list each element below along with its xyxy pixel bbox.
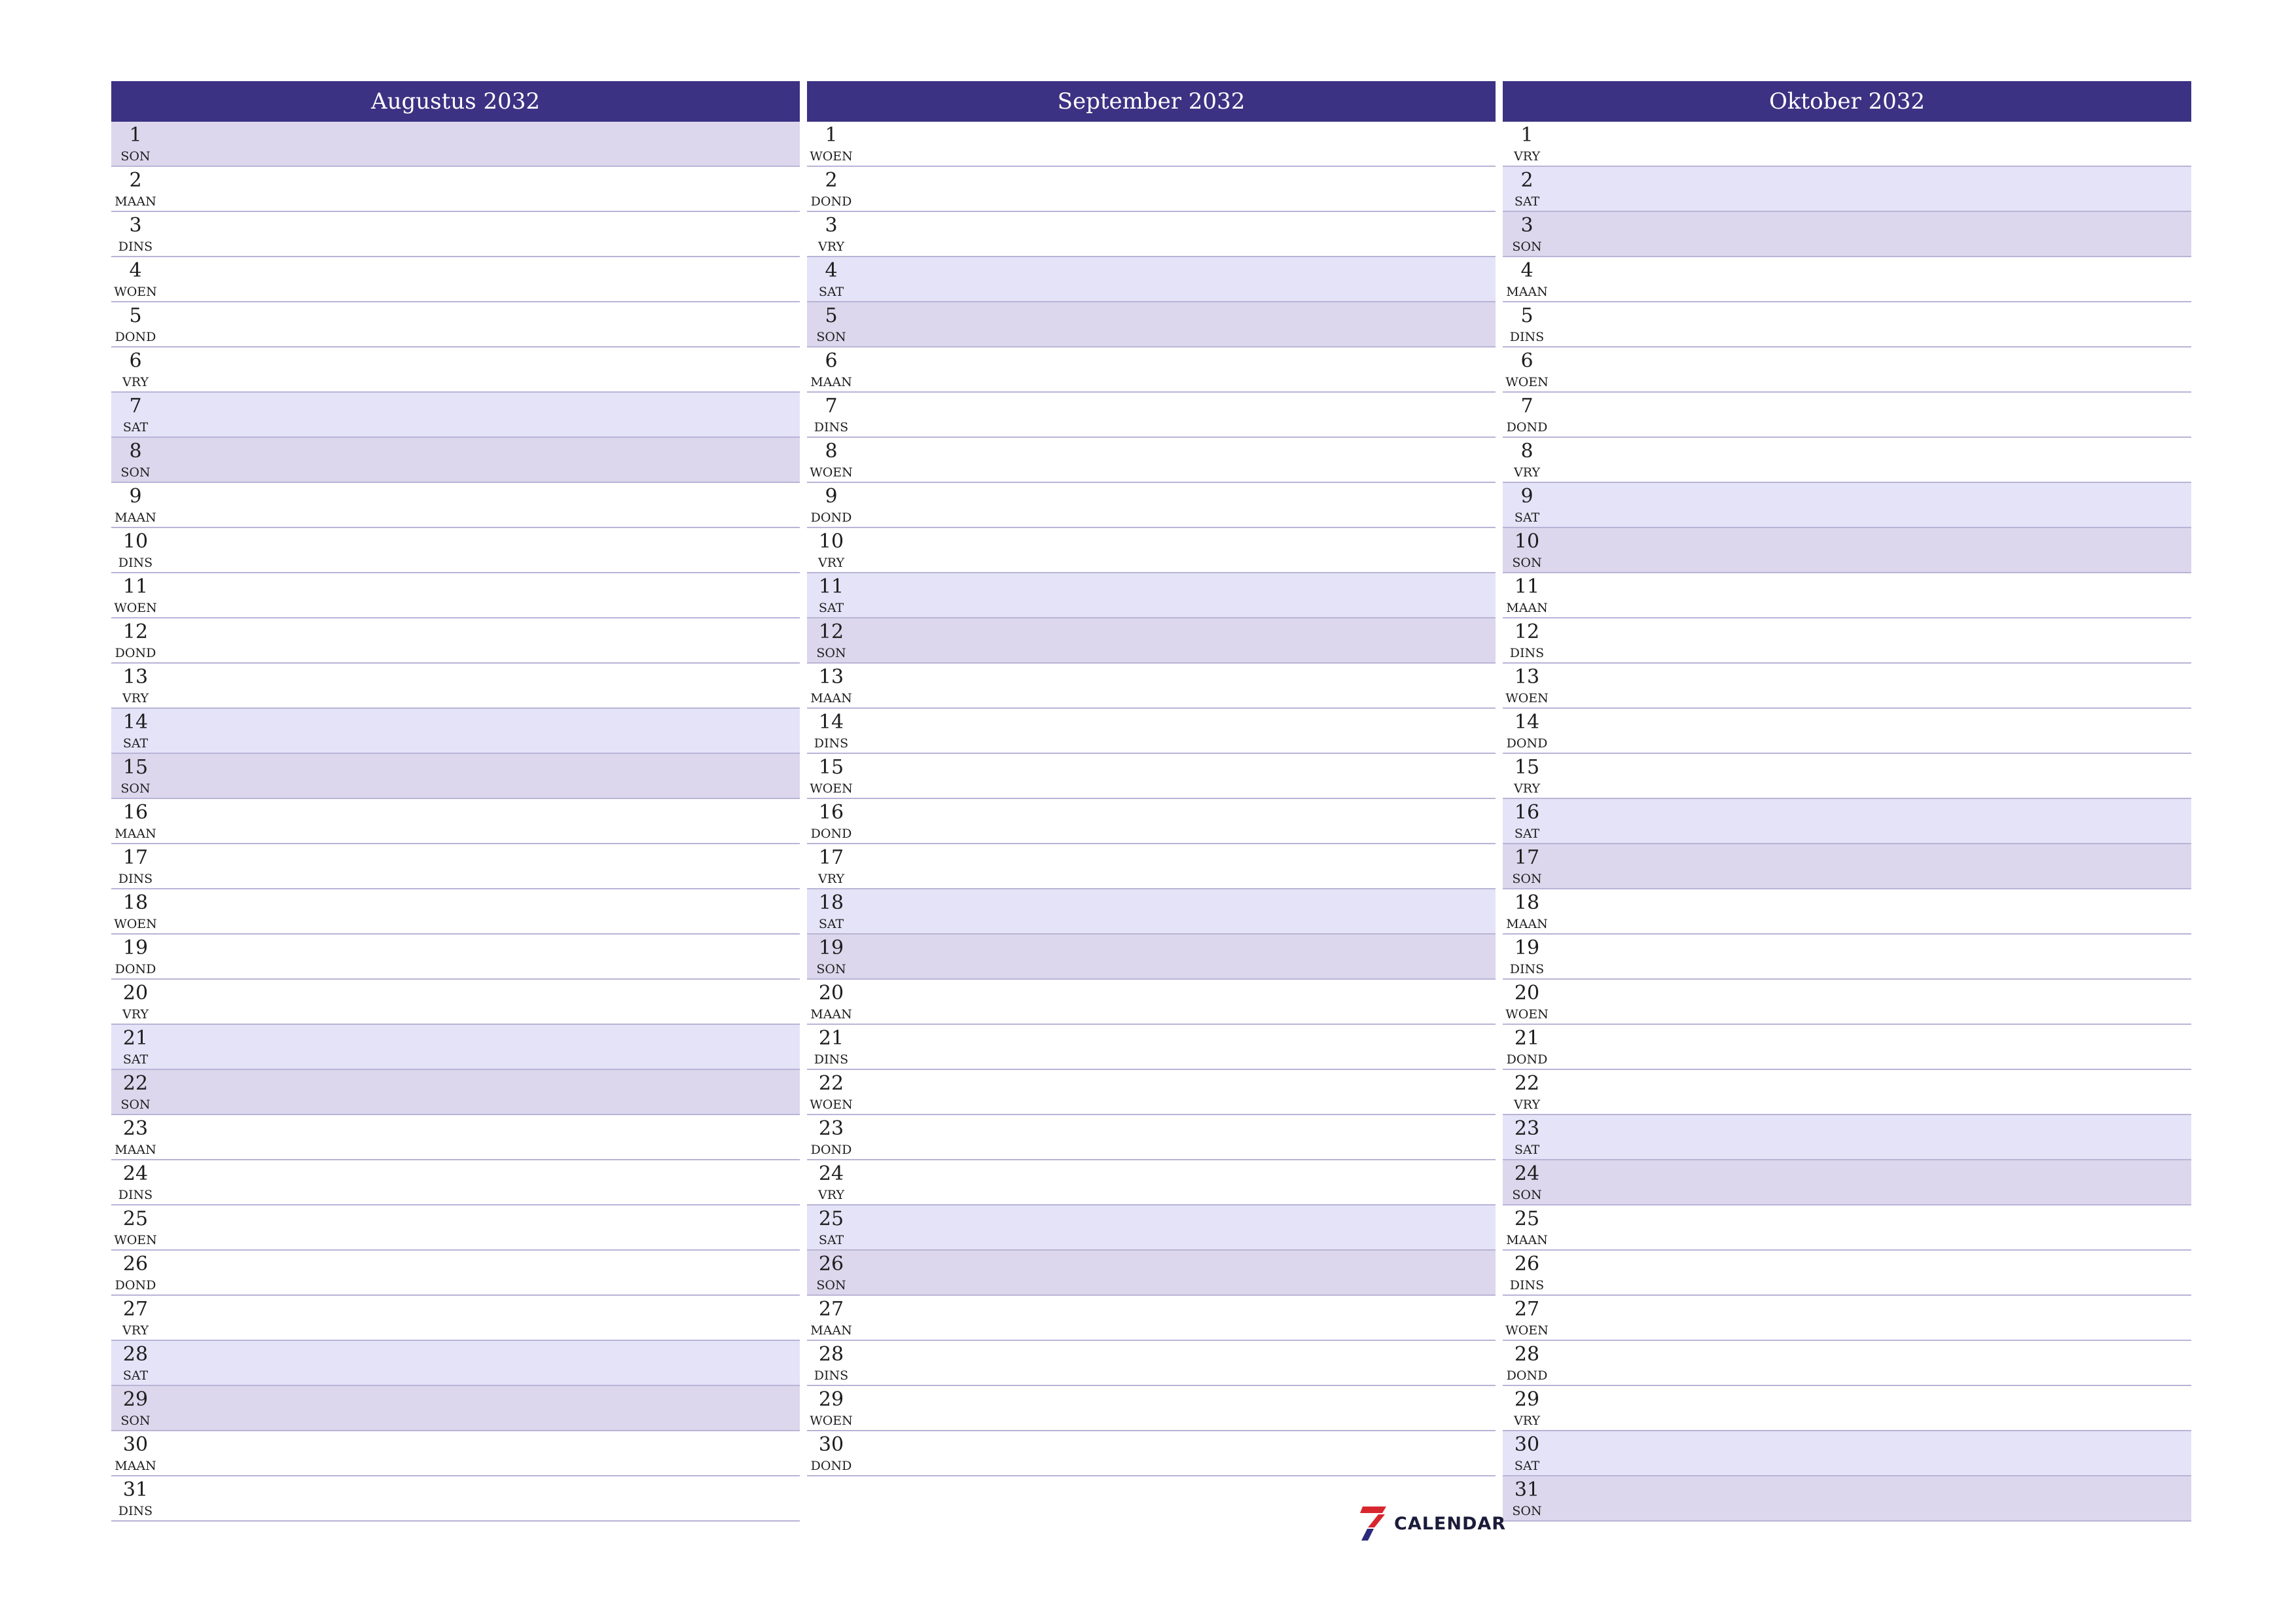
day-row	[111, 980, 800, 1025]
day-row	[111, 1431, 800, 1476]
weekday-label: SAT	[1514, 1143, 1540, 1157]
day-row	[1503, 1160, 2191, 1205]
7calendar-logo-icon	[1360, 1505, 1389, 1542]
day-row	[111, 664, 800, 709]
day-row	[807, 483, 1496, 528]
day-number: 8	[129, 440, 142, 463]
weekday-label: SAT	[818, 285, 844, 299]
weekday-label: SAT	[122, 736, 149, 751]
weekday-label: VRY	[818, 872, 844, 886]
day-number: 9	[1520, 485, 1534, 508]
day-row	[807, 438, 1496, 483]
day-number: 26	[122, 1253, 149, 1275]
weekday-label: DOND	[115, 330, 156, 344]
weekday-label: SON	[1512, 240, 1542, 254]
day-number: 15	[1514, 756, 1540, 779]
weekday-label: WOEN	[1505, 1007, 1549, 1022]
day-number: 4	[129, 259, 142, 282]
day-row	[807, 1025, 1496, 1070]
day-number: 12	[818, 620, 844, 643]
month-column-october	[1503, 81, 2191, 1522]
weekday-label: WOEN	[114, 917, 157, 931]
day-row	[111, 889, 800, 935]
day-number: 1	[1520, 124, 1534, 147]
day-row	[111, 302, 800, 348]
weekday-label: DOND	[810, 827, 852, 841]
day-row	[111, 935, 800, 980]
day-number: 4	[1520, 259, 1534, 282]
logo-stroke-middle	[1368, 1514, 1385, 1527]
day-number: 29	[1514, 1388, 1540, 1411]
day-row	[1503, 212, 2191, 257]
day-number: 15	[122, 756, 149, 779]
weekday-label: MAAN	[115, 194, 156, 209]
day-row	[111, 1341, 800, 1386]
day-number: 21	[1514, 1027, 1540, 1050]
weekday-label: WOEN	[1505, 691, 1549, 705]
day-number: 28	[122, 1343, 149, 1366]
day-row	[1503, 1476, 2191, 1522]
day-row	[1503, 1296, 2191, 1341]
weekday-label: DINS	[118, 1188, 153, 1202]
weekday-label: DOND	[1506, 736, 1548, 751]
day-row	[807, 799, 1496, 844]
day-number: 5	[1520, 304, 1534, 327]
weekday-label: SON	[1512, 1188, 1542, 1202]
weekday-label: SAT	[818, 601, 844, 615]
weekday-label: VRY	[122, 375, 149, 389]
day-number: 20	[122, 982, 149, 1005]
day-number: 6	[825, 349, 838, 372]
day-row	[111, 844, 800, 889]
day-number: 20	[1514, 982, 1540, 1005]
day-row	[807, 844, 1496, 889]
day-number: 26	[1514, 1253, 1540, 1275]
day-number: 12	[122, 620, 149, 643]
month-header: September 2032	[807, 81, 1496, 122]
weekday-label: WOEN	[810, 149, 853, 164]
day-number: 26	[818, 1253, 844, 1275]
logo-stroke-bottom	[1361, 1529, 1374, 1541]
weekday-label: WOEN	[810, 1097, 853, 1112]
day-number: 6	[1520, 349, 1534, 372]
day-number: 22	[818, 1072, 844, 1095]
day-row	[807, 754, 1496, 799]
day-number: 7	[129, 395, 142, 418]
day-number: 8	[1520, 440, 1534, 463]
weekday-label: MAAN	[1506, 601, 1548, 615]
day-number: 7	[825, 395, 838, 418]
weekday-label: SON	[120, 1097, 151, 1112]
weekday-label: VRY	[818, 240, 844, 254]
day-number: 29	[122, 1388, 149, 1411]
day-number: 22	[1514, 1072, 1540, 1095]
weekday-label: SON	[120, 149, 151, 164]
weekday-label: WOEN	[1505, 1323, 1549, 1338]
month-header: Oktober 2032	[1503, 81, 2191, 122]
day-number: 19	[122, 936, 149, 959]
weekday-label: DINS	[1509, 1278, 1545, 1293]
day-row	[807, 1070, 1496, 1115]
day-list	[111, 122, 800, 1522]
weekday-label: MAAN	[810, 375, 852, 389]
day-number: 30	[818, 1433, 844, 1456]
day-row	[807, 212, 1496, 257]
day-row	[807, 573, 1496, 618]
day-number: 19	[818, 936, 844, 959]
weekday-label: MAAN	[810, 691, 852, 705]
day-row	[111, 393, 800, 438]
weekday-label: MAAN	[1506, 1233, 1548, 1247]
day-row	[111, 799, 800, 844]
day-number: 25	[122, 1207, 149, 1230]
day-row	[111, 754, 800, 799]
day-number: 18	[818, 891, 844, 914]
weekday-label: WOEN	[114, 601, 157, 615]
day-number: 16	[818, 801, 844, 824]
day-number: 24	[1514, 1162, 1540, 1185]
day-number: 28	[818, 1343, 844, 1366]
day-row	[111, 618, 800, 664]
day-row	[111, 573, 800, 618]
weekday-label: MAAN	[1506, 285, 1548, 299]
weekday-label: VRY	[1514, 149, 1540, 164]
day-number: 3	[129, 214, 142, 237]
weekday-label: SON	[816, 962, 846, 976]
day-row	[807, 935, 1496, 980]
weekday-label: DINS	[118, 556, 153, 570]
weekday-label: SON	[1512, 872, 1542, 886]
day-number: 17	[818, 846, 844, 869]
day-row	[111, 1160, 800, 1205]
day-row	[807, 257, 1496, 302]
day-row	[1503, 709, 2191, 754]
day-row	[111, 1025, 800, 1070]
day-row	[1503, 754, 2191, 799]
day-row	[111, 257, 800, 302]
day-list	[1503, 122, 2191, 1522]
day-row	[111, 212, 800, 257]
day-number: 27	[122, 1298, 149, 1321]
day-row	[111, 1070, 800, 1115]
day-number: 29	[818, 1388, 844, 1411]
day-number: 8	[825, 440, 838, 463]
day-number: 7	[1520, 395, 1534, 418]
day-number: 1	[129, 124, 142, 147]
day-row	[1503, 799, 2191, 844]
day-row	[807, 1205, 1496, 1251]
weekday-label: VRY	[122, 691, 149, 705]
day-row	[1503, 889, 2191, 935]
weekday-label: SON	[816, 330, 846, 344]
weekday-label: DOND	[1506, 1052, 1548, 1067]
day-number: 22	[122, 1072, 149, 1095]
weekday-label: DOND	[810, 194, 852, 209]
day-row	[1503, 257, 2191, 302]
day-row	[111, 528, 800, 573]
day-row	[807, 618, 1496, 664]
day-row	[1503, 1025, 2191, 1070]
day-number: 14	[818, 711, 844, 734]
day-row	[807, 1296, 1496, 1341]
weekday-label: WOEN	[810, 1414, 853, 1428]
weekday-label: DOND	[810, 510, 852, 525]
day-row	[1503, 528, 2191, 573]
day-number: 3	[1520, 214, 1534, 237]
weekday-label: DINS	[814, 420, 849, 435]
day-row	[1503, 483, 2191, 528]
day-number: 30	[1514, 1433, 1540, 1456]
day-number: 13	[122, 666, 149, 688]
day-number: 1	[825, 124, 838, 147]
weekday-label: SAT	[122, 1368, 149, 1383]
weekday-label: VRY	[818, 1188, 844, 1202]
day-row	[1503, 980, 2191, 1025]
day-row	[111, 348, 800, 393]
day-row	[807, 1431, 1496, 1476]
weekday-label: SON	[816, 1278, 846, 1293]
day-number: 6	[129, 349, 142, 372]
weekday-label: DOND	[810, 1143, 852, 1157]
weekday-label: DINS	[1509, 330, 1545, 344]
weekday-label: DOND	[115, 646, 156, 660]
day-number: 23	[1514, 1117, 1540, 1140]
day-number: 30	[122, 1433, 149, 1456]
day-row	[807, 348, 1496, 393]
day-row	[1503, 1431, 2191, 1476]
day-number: 13	[818, 666, 844, 688]
day-row	[111, 167, 800, 212]
day-row	[1503, 1070, 2191, 1115]
weekday-label: DINS	[814, 1052, 849, 1067]
month-header: Augustus 2032	[111, 81, 800, 122]
weekday-label: MAAN	[115, 827, 156, 841]
day-number: 3	[825, 214, 838, 237]
day-number: 25	[1514, 1207, 1540, 1230]
weekday-label: VRY	[122, 1007, 149, 1022]
day-row	[111, 122, 800, 167]
day-row	[1503, 1251, 2191, 1296]
day-number: 18	[1514, 891, 1540, 914]
weekday-label: WOEN	[114, 1233, 157, 1247]
day-number: 24	[122, 1162, 149, 1185]
weekday-label: DINS	[1509, 962, 1545, 976]
weekday-label: DOND	[810, 1459, 852, 1473]
day-row	[807, 709, 1496, 754]
day-number: 9	[129, 485, 142, 508]
weekday-label: SON	[816, 646, 846, 660]
weekday-label: DINS	[118, 872, 153, 886]
day-row	[1503, 438, 2191, 483]
weekday-label: VRY	[818, 556, 844, 570]
day-row	[1503, 1205, 2191, 1251]
day-number: 11	[818, 575, 844, 598]
day-row	[1503, 1386, 2191, 1431]
day-row	[111, 1115, 800, 1160]
weekday-label: SAT	[122, 420, 149, 435]
day-number: 9	[825, 485, 838, 508]
weekday-label: VRY	[1514, 1097, 1540, 1112]
day-number: 10	[122, 530, 149, 553]
weekday-label: VRY	[1514, 781, 1540, 796]
weekday-label: DOND	[1506, 420, 1548, 435]
day-number: 2	[129, 169, 142, 192]
day-list	[807, 122, 1496, 1476]
day-number: 14	[122, 711, 149, 734]
day-row	[807, 980, 1496, 1025]
day-row	[807, 664, 1496, 709]
weekday-label: MAAN	[1506, 917, 1548, 931]
day-row	[1503, 1341, 2191, 1386]
weekday-label: SAT	[818, 1233, 844, 1247]
weekday-label: DINS	[118, 1504, 153, 1518]
day-number: 5	[129, 304, 142, 327]
day-number: 17	[1514, 846, 1540, 869]
day-number: 16	[122, 801, 149, 824]
day-row	[1503, 348, 2191, 393]
day-row	[807, 1386, 1496, 1431]
day-row	[807, 1341, 1496, 1386]
weekday-label: SAT	[1514, 827, 1540, 841]
weekday-label: SON	[120, 1414, 151, 1428]
day-number: 19	[1514, 936, 1540, 959]
day-number: 21	[818, 1027, 844, 1050]
day-number: 23	[818, 1117, 844, 1140]
day-row	[1503, 167, 2191, 212]
day-number: 2	[1520, 169, 1534, 192]
day-row	[1503, 618, 2191, 664]
day-row	[807, 889, 1496, 935]
day-row	[1503, 302, 2191, 348]
day-number: 27	[818, 1298, 844, 1321]
day-number: 5	[825, 304, 838, 327]
weekday-label: DOND	[115, 962, 156, 976]
brand-name: CALENDAR	[1394, 1513, 1507, 1534]
weekday-label: DOND	[115, 1278, 156, 1293]
day-row	[807, 1251, 1496, 1296]
weekday-label: WOEN	[810, 781, 853, 796]
day-number: 31	[122, 1478, 149, 1501]
weekday-label: MAAN	[810, 1007, 852, 1022]
day-number: 31	[1514, 1478, 1540, 1501]
weekday-label: DOND	[1506, 1368, 1548, 1383]
weekday-label: DINS	[1509, 646, 1545, 660]
day-row	[1503, 122, 2191, 167]
day-number: 13	[1514, 666, 1540, 688]
day-row	[111, 438, 800, 483]
day-number: 17	[122, 846, 149, 869]
brand-logo	[1360, 1505, 1506, 1542]
weekday-label: MAAN	[115, 1459, 156, 1473]
weekday-label: MAAN	[115, 510, 156, 525]
day-row	[807, 528, 1496, 573]
day-row	[1503, 393, 2191, 438]
day-row	[807, 1115, 1496, 1160]
weekday-label: SON	[120, 465, 151, 480]
day-row	[807, 1160, 1496, 1205]
weekday-label: SON	[120, 781, 151, 796]
weekday-label: VRY	[1514, 1414, 1540, 1428]
day-number: 11	[1514, 575, 1540, 598]
day-number: 21	[122, 1027, 149, 1050]
day-row	[807, 122, 1496, 167]
weekday-label: SAT	[818, 917, 844, 931]
day-row	[807, 393, 1496, 438]
weekday-label: MAAN	[115, 1143, 156, 1157]
weekday-label: VRY	[122, 1323, 149, 1338]
weekday-label: WOEN	[1505, 375, 1549, 389]
day-row	[111, 483, 800, 528]
weekday-label: DINS	[118, 240, 153, 254]
day-number: 15	[818, 756, 844, 779]
day-number: 2	[825, 169, 838, 192]
weekday-label: SAT	[1514, 1459, 1540, 1473]
day-row	[1503, 935, 2191, 980]
day-row	[807, 302, 1496, 348]
weekday-label: VRY	[1514, 465, 1540, 480]
month-column-september	[807, 81, 1496, 1476]
day-number: 25	[818, 1207, 844, 1230]
day-number: 18	[122, 891, 149, 914]
day-number: 23	[122, 1117, 149, 1140]
day-row	[1503, 573, 2191, 618]
day-row	[111, 1476, 800, 1522]
month-column-august	[111, 81, 800, 1522]
day-row	[111, 1386, 800, 1431]
day-number: 28	[1514, 1343, 1540, 1366]
day-row	[1503, 1115, 2191, 1160]
day-row	[111, 1205, 800, 1251]
day-row	[111, 709, 800, 754]
day-row	[807, 167, 1496, 212]
weekday-label: MAAN	[810, 1323, 852, 1338]
day-number: 16	[1514, 801, 1540, 824]
day-number: 27	[1514, 1298, 1540, 1321]
weekday-label: DINS	[814, 736, 849, 751]
day-number: 20	[818, 982, 844, 1005]
weekday-label: WOEN	[114, 285, 157, 299]
weekday-label: SAT	[1514, 510, 1540, 525]
day-number: 4	[825, 259, 838, 282]
day-number: 10	[1514, 530, 1540, 553]
day-row	[111, 1296, 800, 1341]
weekday-label: WOEN	[810, 465, 853, 480]
day-number: 24	[818, 1162, 844, 1185]
day-number: 10	[818, 530, 844, 553]
weekday-label: SON	[1512, 1504, 1542, 1518]
day-number: 14	[1514, 711, 1540, 734]
weekday-label: SON	[1512, 556, 1542, 570]
logo-stroke-top	[1360, 1507, 1386, 1513]
weekday-label: DINS	[814, 1368, 849, 1383]
day-row	[1503, 664, 2191, 709]
day-number: 11	[122, 575, 149, 598]
day-row	[1503, 844, 2191, 889]
weekday-label: SAT	[1514, 194, 1540, 209]
day-row	[111, 1251, 800, 1296]
weekday-label: SAT	[122, 1052, 149, 1067]
day-number: 12	[1514, 620, 1540, 643]
